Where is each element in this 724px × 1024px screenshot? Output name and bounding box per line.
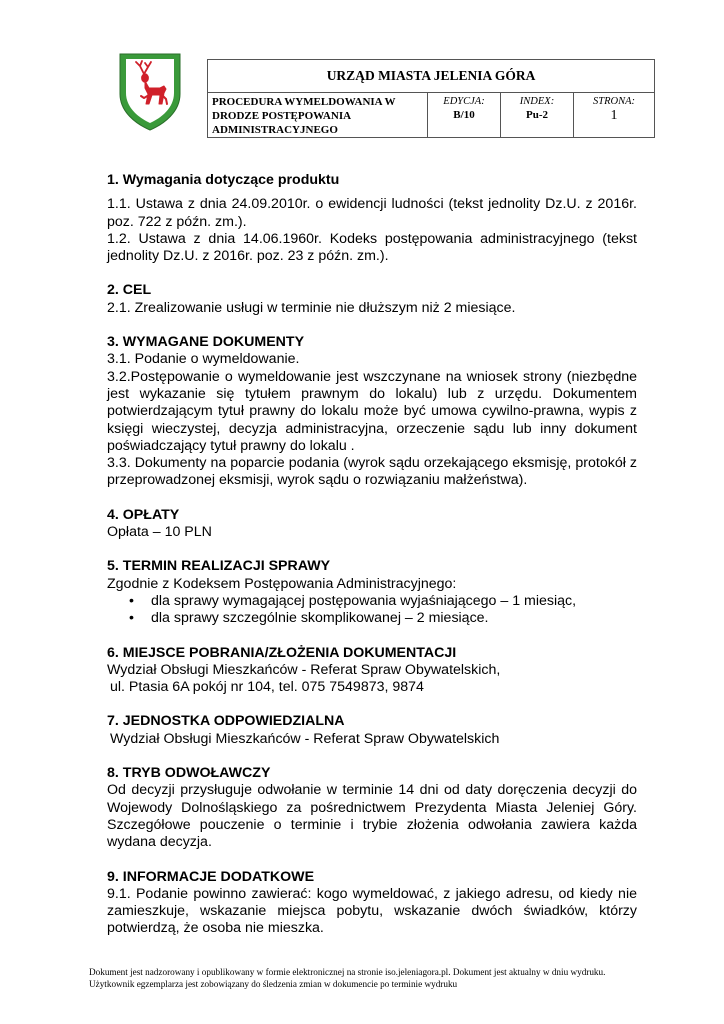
paragraph: Od decyzji przysługuje odwołanie w terminie 14 dni od daty doręczenia decyzji do Wojewody Dolnośląskiego za pośrednictwem Prezydenta Miasta Jeleniej Góry. Szczegółowe pouczenie o terminie i trybie złożenia odwołania zawiera każda wydana decyzja. <box>107 782 637 851</box>
paragraph: 1.1. Ustawa z dnia 24.09.2010r. o ewidencji ludności (tekst jednolity Dz.U. z 2016r. poz. 722 z późn. zm.). <box>107 196 637 230</box>
section-heading: 4. OPŁATY <box>107 506 180 523</box>
list-item <box>107 610 637 627</box>
edition-label: EDYCJA: <box>443 96 485 107</box>
section-heading: 1. Wymagania dotyczące produktu <box>107 172 340 188</box>
section-responsible-unit <box>107 713 637 748</box>
section-heading: 7. JEDNOSTKA ODPOWIEDZIALNA <box>107 713 345 730</box>
paragraph: ul. Ptasia 6A pokój nr 104, tel. 075 7549873, 9874 <box>110 679 424 696</box>
section-requirements <box>107 172 637 265</box>
paragraph: Opłata – 10 PLN <box>107 524 212 541</box>
paragraph: 3.2.Postępowanie o wymeldowanie jest wszczynane na wniosek strony (niezbędne jest wykazanie się tytułem prawnym do lokalu) lub z urzędu. Dokumentem potwierdzającym tytuł prawny do lokalu może być umowa cywilno-prawna, wypis z księgi wieczystej, decyzja administracyjna, orzeczenie sądu lub inny dokument poświadczający tytuł prawny do lokalu . <box>107 368 637 454</box>
list-item-text: dla sprawy wymagającej postępowania wyjaśniającego – 1 miesiąc, <box>151 592 577 609</box>
section-deadline <box>107 558 637 627</box>
paragraph: 1.2. Ustawa z dnia 14.06.1960r. Kodeks postępowania administracyjnego (tekst jednolity Dz.U. z 2016r. poz. 23 z późn. zm.). <box>107 230 637 265</box>
document-header-table <box>207 59 655 138</box>
section-additional-info <box>107 869 637 938</box>
index-label: INDEX: <box>519 96 555 107</box>
bullet-list <box>107 593 637 628</box>
list-item <box>107 593 637 610</box>
page-cell <box>574 93 655 138</box>
section-heading: 6. MIEJSCE POBRANIA/ZŁOŻENIA DOKUMENTACJI <box>107 644 457 661</box>
edition-value: B/10 <box>453 109 475 121</box>
page-footer <box>89 967 649 990</box>
paragraph: Wydział Obsługi Mieszkańców - Referat Spraw Obywatelskich, <box>107 661 501 678</box>
organization-name: URZĄD MIASTA JELENIA GÓRA <box>208 60 655 93</box>
paragraph: 3.3. Dokumenty na poparcie podania (wyrok sądu orzekającego eksmisję, protokół z przeprowadzonej eksmisji, wyrok sądu o rozwiązaniu małżeństwa). <box>107 455 637 489</box>
section-goal <box>107 282 637 317</box>
paragraph: Zgodnie z Kodeksem Postępowania Administracyjnego: <box>107 575 457 592</box>
section-heading: 9. INFORMACJE DODATKOWE <box>107 868 315 885</box>
section-heading: 2. CEL <box>107 282 152 299</box>
section-heading: 3. WYMAGANE DOKUMENTY <box>107 334 305 351</box>
document-body <box>107 172 637 955</box>
section-required-documents <box>107 334 637 490</box>
footer-line: Użytkownik egzemplarza jest zobowiązany do śledzenia zmian w dokumencie po terminie wydruku <box>89 978 458 989</box>
section-fees <box>107 507 637 542</box>
footer-line: Dokument jest nadzorowany i opublikowany w formie elektronicznej na stronie iso.jeleniagora.pl. Dokument jest aktualny w dniu wydruku. <box>89 967 606 977</box>
paragraph: 3.1. Podanie o wymeldowanie. <box>107 351 300 368</box>
bullet-icon: • <box>129 610 134 627</box>
page-label: STRONA: <box>593 96 636 107</box>
page-value: 1 <box>610 108 618 123</box>
list-item-text: dla sprawy szczególnie skomplikowanej – 2 miesiące. <box>151 610 489 627</box>
section-heading: 8. TRYB ODWOŁAWCZY <box>107 765 271 782</box>
city-coat-of-arms-icon <box>118 52 182 132</box>
index-cell <box>501 93 574 138</box>
paragraph: 2.1. Zrealizowanie usługi w terminie nie dłuższym niż 2 miesiące. <box>107 299 516 316</box>
paragraph: 9.1. Podanie powinno zawierać: kogo wymeldować, z jakiego adresu, od kiedy nie zamieszkuje, wskazanie miejsca pobytu, wskazanie dwóch świadków, którzy potwierdzą, że osoba nie mieszka. <box>107 885 637 937</box>
procedure-title: PROCEDURA WYMELDOWANIA W DRODZE POSTĘPOWANIA ADMINISTRACYJNEGO <box>208 93 428 138</box>
section-location <box>107 645 637 697</box>
section-heading: 5. TERMIN REALIZACJI SPRAWY <box>107 558 331 575</box>
edition-cell <box>428 93 501 138</box>
bullet-icon: • <box>129 592 134 609</box>
section-appeal <box>107 765 637 851</box>
paragraph: Wydział Obsługi Mieszkańców - Referat Spraw Obywatelskich <box>110 730 500 747</box>
index-value: Pu-2 <box>526 109 548 121</box>
